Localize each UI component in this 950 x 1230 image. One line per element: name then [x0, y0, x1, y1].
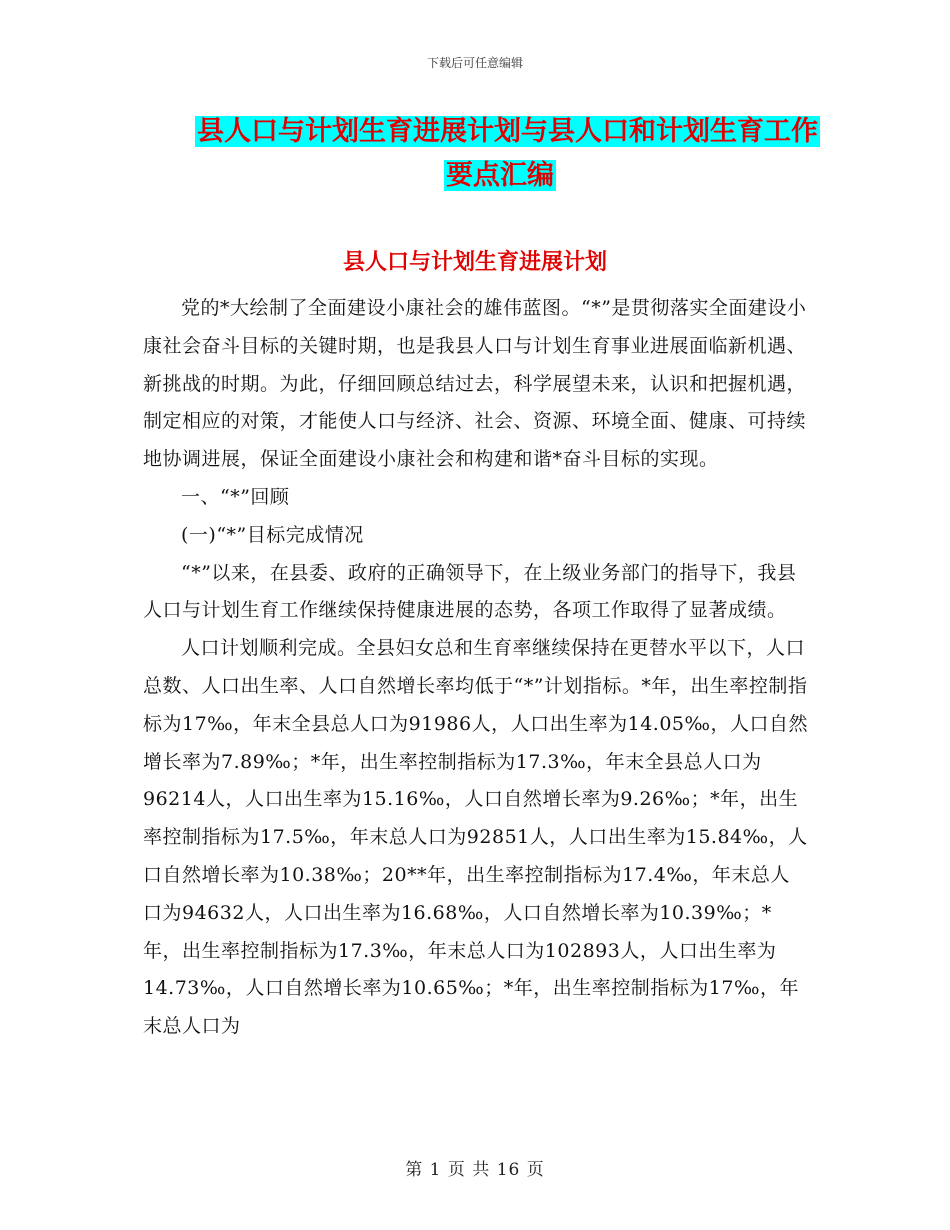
section-title: 县人口与计划生育进展计划	[342, 250, 607, 275]
page-header: 下载后可任意编辑	[426, 56, 523, 70]
paragraph-intro: 党的*大绘制了全面建设小康社会的雄伟蓝图。“*”是贯彻落实全面建设小康社会奋斗目标的关键时期，也是我县人口与计划生育事业进展面临新机遇、新挑战的时期。为此，仔细回顾总结过去，科学展望未来，认识和把握机遇，制定相应的对策，才能使人口与经济、社会、资源、环境全面、健康、可持续地协调进展，保证全面建设小康社会和构建和谐*奋斗目标的实现。	[143, 297, 807, 471]
body-text	[143, 290, 808, 1046]
paragraph-population-plan: 人口计划顺利完成。全县妇女总和生育率继续保持在更替水平以下，人口总数、人口出生率、人口自然增长率均低于“*”计划指标。*年，出生率控制指标为17‰，年末全县总人口为91986人，人口出生率为14.05‰，人口自然增长率为7.89‰；*年，出生率控制指标为17.3‰，年末全县总人口为96214人，人口出生率为15.16‰，人口自然增长率为9.26‰；*年，出生率控制指标为17.5‰，年末总人口为92851人，人口出生率为15.84‰，人口自然增长率为10.38‰；20**年，出生率控制指标为17.4‰，年末总人口为94632人，人口出生率为16.68‰，人口自然增长率为10.39‰；*年，出生率控制指标为17.3‰，年末总人口为102893人，人口出生率为14.73‰，人口自然增长率为10.65‰；*年，出生率控制指标为17‰，年末总人口为	[143, 637, 809, 1038]
page-footer: 第 1 页 共 16 页	[405, 1160, 545, 1180]
paragraph-since: “*”以来，在县委、政府的正确领导下，在上级业务部门的指导下，我县人口与计划生育工作继续保持健康进展的态势，各项工作取得了显著成绩。	[143, 561, 797, 622]
heading-review: 一、“*”回顾	[181, 485, 290, 508]
document-title	[195, 110, 818, 198]
subheading-targets: (一)“*”目标完成情况	[181, 523, 364, 546]
document-title-line-1: 县人口与计划生育进展计划与县人口和计划生育工作	[197, 116, 818, 147]
document-title-line-2: 要点汇编	[446, 160, 554, 191]
